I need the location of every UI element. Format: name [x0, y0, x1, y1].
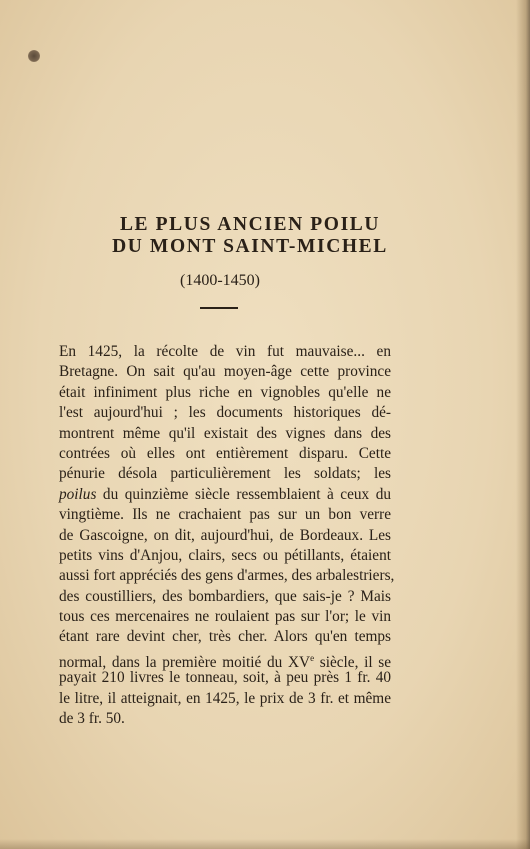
text-line: En 1425, la récolte de vin fut mauvaise... en: [59, 343, 391, 360]
chapter-title-line-1: LE PLUS ANCIEN POILU: [119, 214, 381, 235]
text-line: des coustilliers, des bombardiers, que sais-je ? Mais: [59, 587, 391, 605]
text-line: vingtième. Ils ne crachaient pas sur un bon verre: [59, 506, 391, 524]
page-edge-shadow: [516, 0, 530, 849]
text-line: le litre, il atteignait, en 1425, le prix de 3 fr. et même: [59, 689, 391, 707]
page-bottom-shadow: [0, 839, 530, 849]
text-line: normal, dans la première moitié du XVe siècle, il se: [59, 652, 391, 671]
text-line: de Gascoigne, on dit, aujourd'hui, de Bordeaux. Les: [59, 526, 391, 544]
chapter-dates: (1400-1450): [180, 272, 260, 289]
body-paragraph: [59, 342, 395, 729]
text-line: tous ces mercenaires ne roulaient pas sur l'or; le vin: [59, 608, 391, 626]
text-line: pénurie désola particulièrement les soldats; les: [59, 465, 391, 483]
text-line: Bretagne. On sait qu'au moyen-âge cette province: [59, 363, 391, 381]
chapter-title-line-2: DU MONT SAINT-MICHEL: [112, 236, 388, 257]
text-line: était infiniment plus riche en vignobles qu'elle ne: [59, 383, 391, 401]
text-line: de 3 fr. 50.: [59, 710, 125, 728]
text-line: montrent même qu'il existait des vignes dans des: [59, 424, 391, 442]
superscript-e: e: [310, 652, 315, 663]
text-line: payait 210 livres le tonneau, soit, à peu près 1 fr. 40: [59, 669, 391, 687]
text-line: poilus du quinzième siècle ressemblaient à ceux du: [59, 485, 391, 503]
title-rule: [200, 307, 238, 309]
binding-hole-mark: [28, 50, 40, 62]
text-line: l'est aujourd'hui ; les documents historiques dé-: [59, 404, 391, 422]
text-line: petits vins d'Anjou, clairs, secs ou pétillants, étaient: [59, 546, 391, 564]
text-line: étant rare devint cher, très cher. Alors qu'en temps: [59, 628, 391, 646]
text-line: contrées où elles ont entièrement disparu. Cette: [59, 444, 391, 462]
italic-word-poilus: poilus: [59, 485, 97, 503]
text-line: aussi fort appréciés des gens d'armes, des arbalestriers,: [59, 567, 395, 585]
